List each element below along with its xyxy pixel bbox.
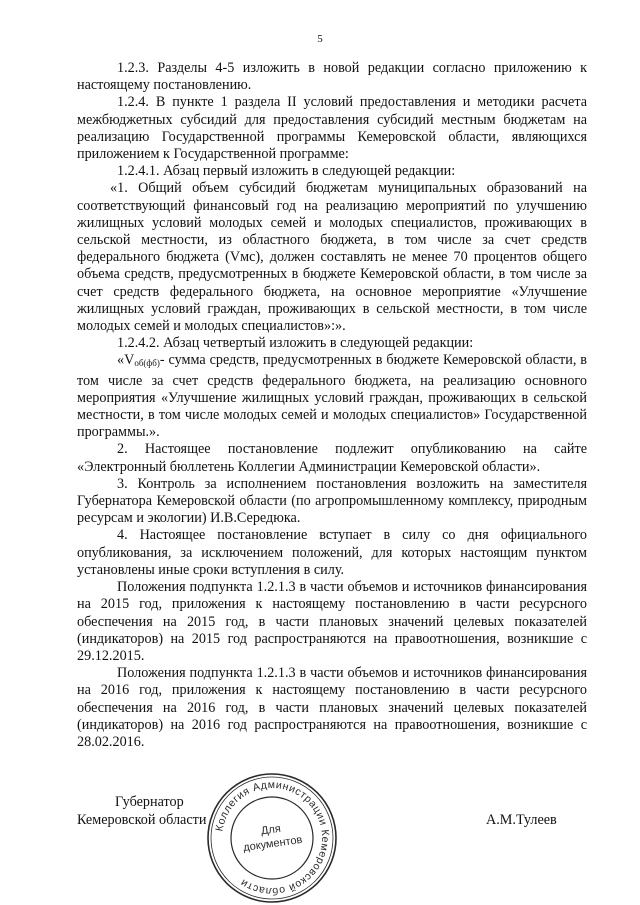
paragraph-4-effect: 4. Настоящее постановление вступает в силу со дня официального опубликования, за исключением положений, для которых настоящим пунктом установлены иные сроки вступления в силу. xyxy=(77,527,587,578)
paragraph-provisions-2016: Положения подпункта 1.2.1.3 в части объемов и источников финансирования на 2016 год, приложения к настоящему постановлению в части ресурсного обеспечения на 2016 год, в части плановых значений целевых показателей (индикаторов) на 2016 год распространяются на правоотношения, возникшие с 28.02.2016. xyxy=(77,665,587,750)
signature-title: Губернатор xyxy=(115,794,184,810)
paragraph-1-2-4-2: 1.2.4.2. Абзац четвертый изложить в следующей редакции: xyxy=(117,335,474,352)
quoted-paragraph-total-subsidy: «1. Общий объем субсидий бюджетам муниципальных образований на соответствующий финансовый год на реализацию мероприятий по улучшению жилищных условий молодых семей и молодых специалистов, проживающих в сельской местности, из областного бюджета, в том числе за счет средств федерального бюджета (Vмс), должен составлять не менее 70 процентов общего объема средств, предусмотренных в бюджете Кемеровской области, в том числе за счет средств федерального бюджета, на основное мероприятие «Улучшение жилищных условий граждан, проживающих в сельской местности, в том числе молодых семей и молодых специалистов»:». xyxy=(77,180,587,335)
document-body xyxy=(77,60,587,751)
page-number: 5 xyxy=(317,33,323,45)
stamp-center-line-2: документов xyxy=(242,833,304,855)
paragraph-provisions-2015: Положения подпункта 1.2.1.3 в части объемов и источников финансирования на 2015 год, приложения к настоящему постановлению в части ресурсного обеспечения на 2015 год, в части плановых значений целевых показателей (индикаторов) на 2015 год распространяются на правоотношения, возникшие с 29.12.2015. xyxy=(77,579,587,664)
paragraph-1-2-4-1: 1.2.4.1. Абзац первый изложить в следующей редакции: xyxy=(117,163,456,180)
stamp-ring-text: Коллегия Администрации Кемеровской области xyxy=(213,778,332,898)
paragraph-1-2-4: 1.2.4. В пункте 1 раздела II условий предоставления и методики расчета межбюджетных субсидий для предоставления субсидий местным бюджетам на реализацию Государственной программы Кемеровской области, являющихся приложением к Государственной программе: xyxy=(77,94,587,163)
formula-subscript: об(фб) xyxy=(134,358,160,369)
formula-rest: - сумма средств, предусмотренных в бюджете Кемеровской области, в том числе за счет средств федерального бюджета, на реализацию основного мероприятия «Улучшение жилищных условий граждан, проживающих в сельской местности, в том числе молодых семей и молодых специалистов» Государственной программы.». xyxy=(77,352,587,441)
paragraph-3-control: 3. Контроль за исполнением постановления возложить на заместителя Губернатора Кемеровской области (по агропромышленному комплексу, природным ресурсам и экологии) И.В.Середюка. xyxy=(77,475,587,527)
paragraph-1-2-3: 1.2.3. Разделы 4-5 изложить в новой редакции согласно приложению к настоящему постановлению. xyxy=(77,60,587,94)
paragraph-2-publication: 2. Настоящее постановление подлежит опубликованию на сайте «Электронный бюллетень Коллегии Администрации Кемеровской области». xyxy=(77,441,587,475)
stamp-center-line-1: Для xyxy=(260,822,282,838)
signature-organization: Кемеровской области xyxy=(77,812,207,828)
formula-open: «V xyxy=(117,352,135,369)
signature-name: А.М.Тулеев xyxy=(486,812,557,828)
formula-paragraph xyxy=(77,352,587,441)
official-stamp xyxy=(205,771,339,905)
